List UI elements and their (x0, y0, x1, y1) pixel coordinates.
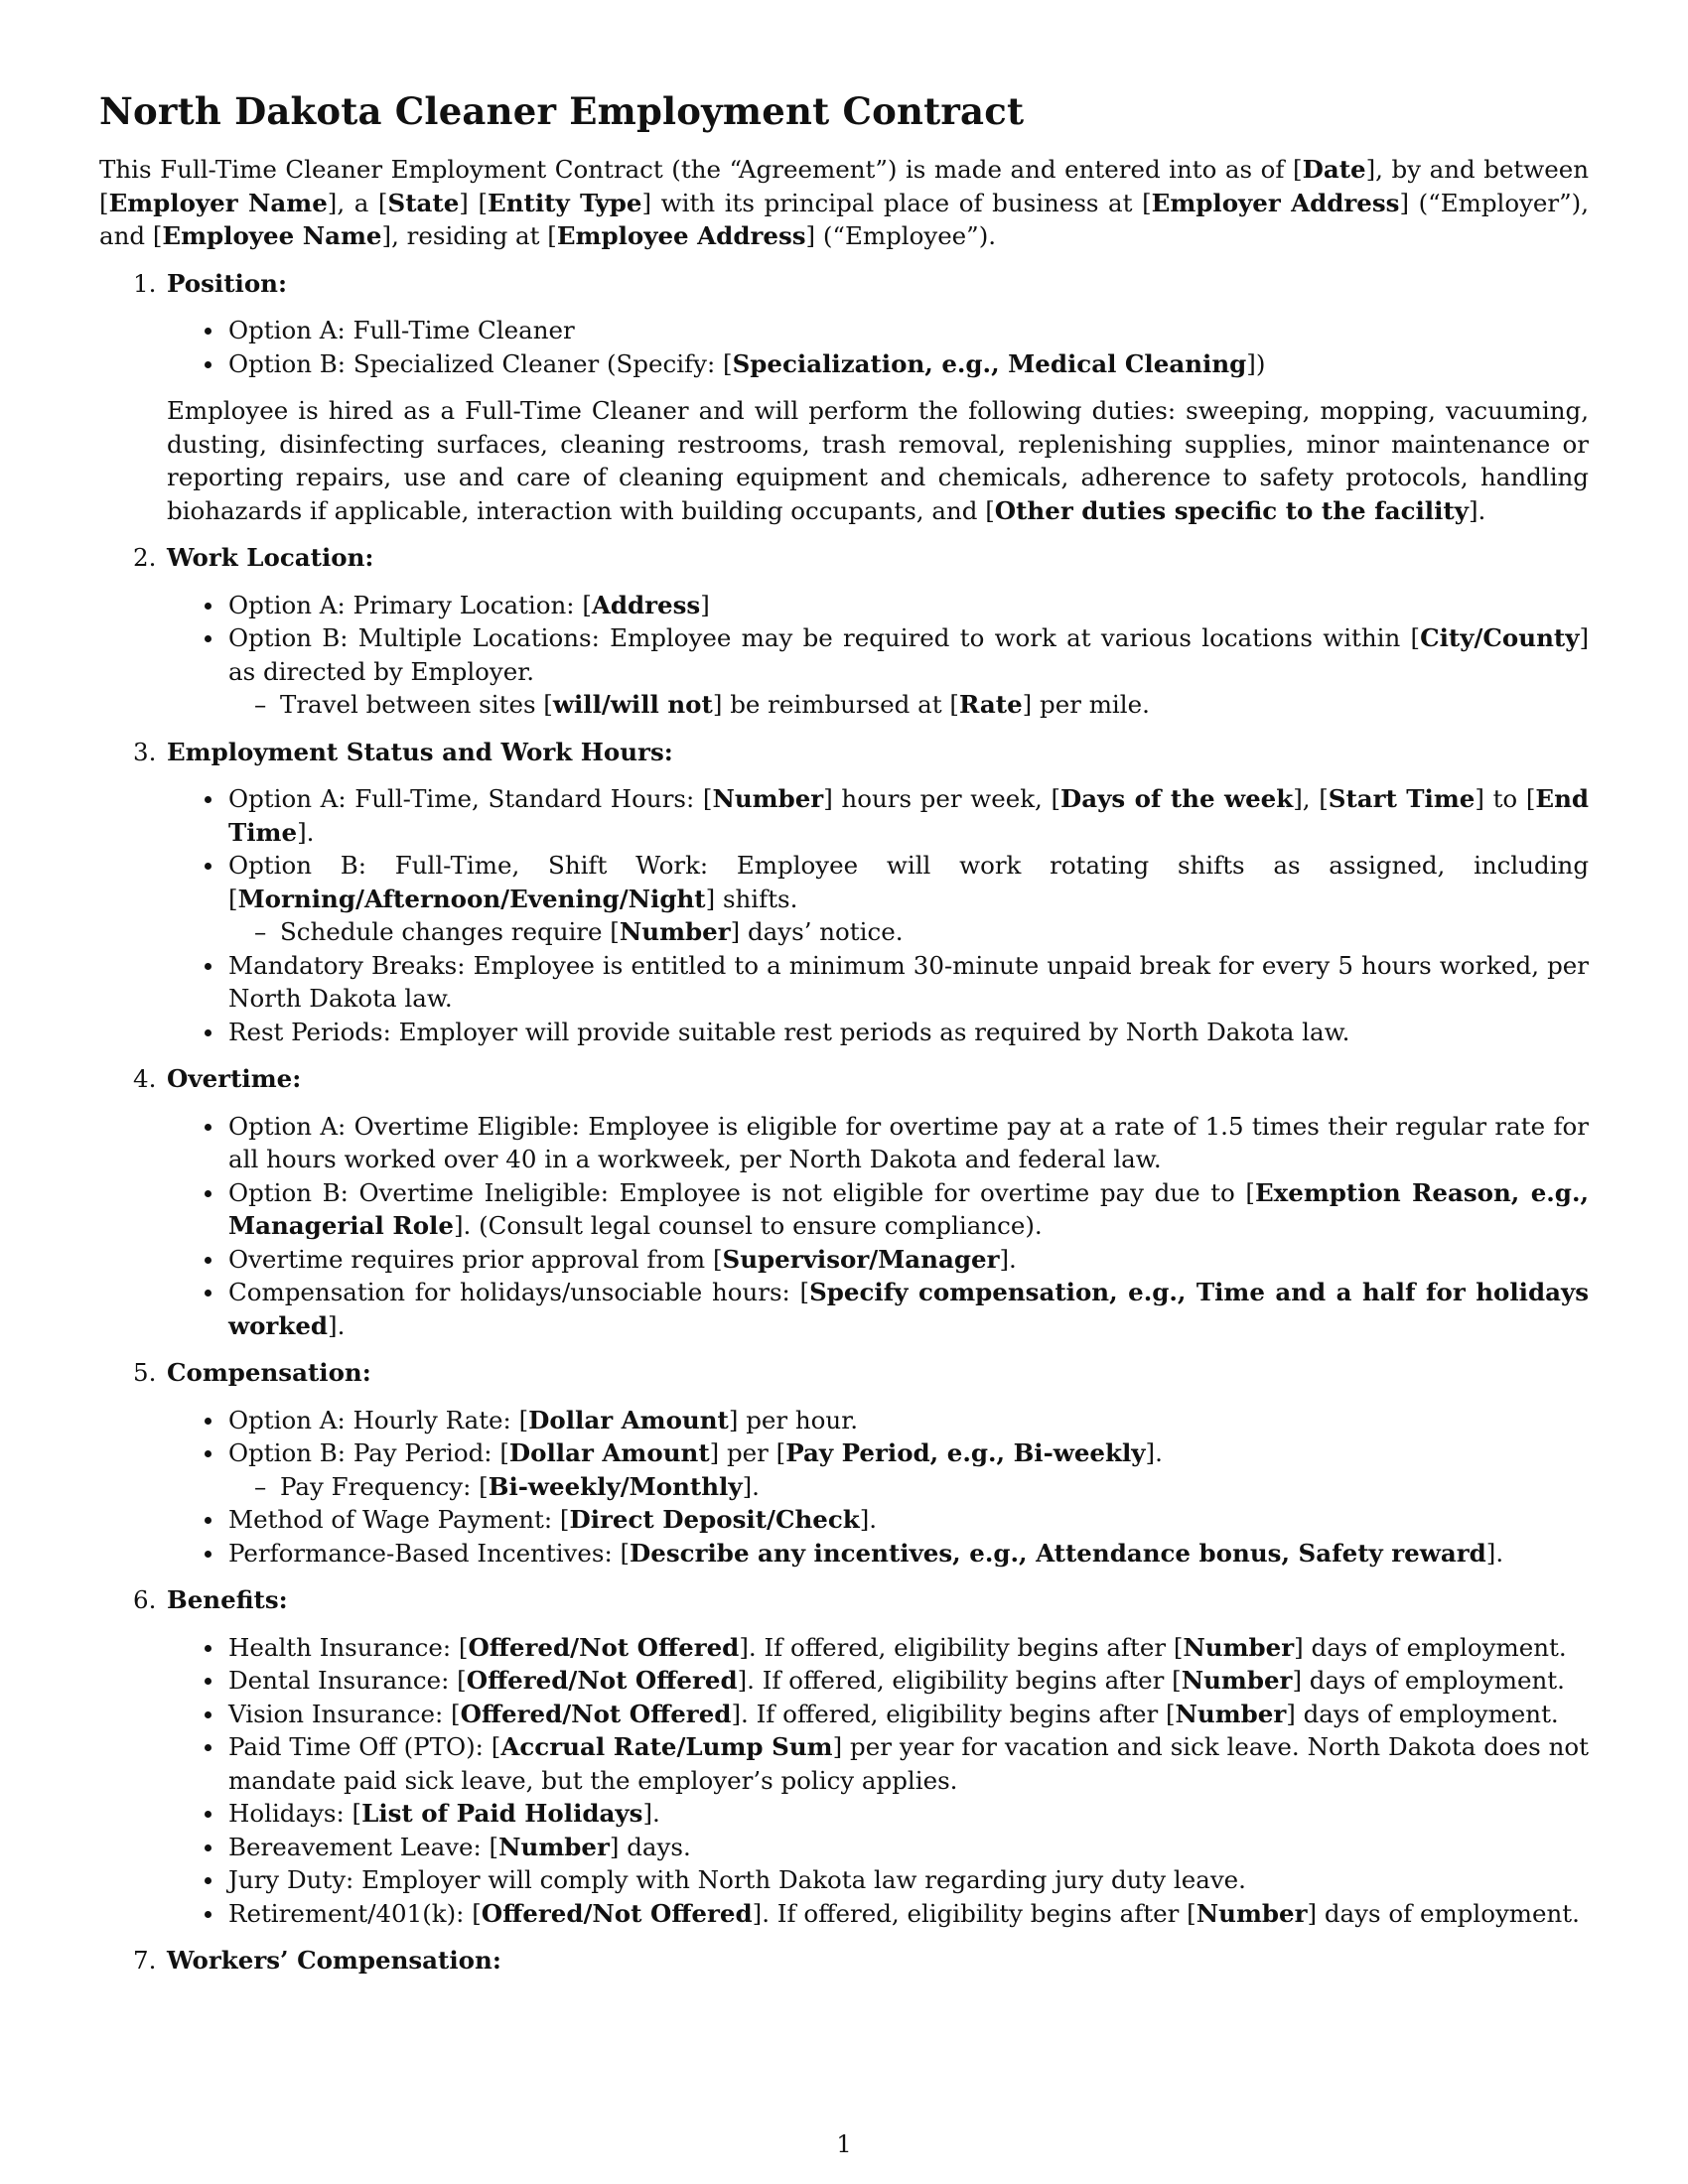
placeholder-employer-address: Employer Address (1151, 188, 1400, 217)
list-item: Option A: Full-Time Cleaner (167, 314, 1589, 347)
placeholder-employee-address: Employee Address (556, 221, 806, 250)
list-item: Compensation for holidays/unsociable hours: [Specify compensation, e.g., Time and a half for holidays worked]. (167, 1276, 1589, 1342)
section-number: 3. (133, 737, 157, 766)
list-item: Option B: Pay Period: [Dollar Amount] per [Pay Period, e.g., Bi-weekly]. – Pay Frequency: [Bi-weekly/Monthly]. (167, 1436, 1589, 1503)
option-list (167, 1404, 1589, 1570)
placeholder-state: State (387, 188, 460, 217)
sub-list-item: – Schedule changes require [Number] days’ notice. (228, 915, 1589, 949)
section-employment-status (99, 736, 1589, 1049)
list-item: Performance-Based Incentives: [Describe any incentives, e.g., Attendance bonus, Safety reward]. (167, 1537, 1589, 1570)
section-workers-compensation (99, 1944, 1589, 1978)
intro-paragraph: This Full-Time Cleaner Employment Contract (the “Agreement”) is made and entered into as of [Date], by and between [Employer Name], a [State] [Entity Type] with its principal place of business at [Employer Address] (“Employer”), and [Employee Name], residing at [Employee Address] (“Employee”). (99, 155, 1590, 250)
list-item: Option A: Full-Time, Standard Hours: [Number] hours per week, [Days of the week], [Start Time] to [End Time]. (167, 782, 1589, 849)
list-item: Option B: Multiple Locations: Employee may be required to work at various locations within [City/County] as directed by Employer. – Travel between sites [will/will not] be reimbursed at [Rate] per mile. (167, 621, 1589, 722)
section-heading: Employment Status and Work Hours: (167, 737, 673, 766)
list-item: Paid Time Off (PTO): [Accrual Rate/Lump Sum] per year for vacation and sick leave. North Dakota does not mandate paid sick leave, but the employer’s policy applies. (167, 1730, 1589, 1797)
sub-list (228, 915, 1589, 949)
option-list (167, 1110, 1589, 1343)
section-number: 5. (133, 1358, 157, 1387)
section-number: 7. (133, 1946, 157, 1975)
document-title: North Dakota Cleaner Employment Contract (99, 89, 1025, 133)
placeholder-employer-name: Employer Name (108, 188, 328, 217)
section-heading: Overtime: (167, 1064, 302, 1093)
section-number: 1. (133, 268, 157, 298)
list-item: Jury Duty: Employer will comply with North Dakota law regarding jury duty leave. (167, 1863, 1589, 1897)
section-heading: Work Location: (167, 543, 374, 572)
sub-list (228, 688, 1589, 722)
placeholder-date: Date (1302, 155, 1366, 184)
section-number: 4. (133, 1064, 157, 1093)
section-work-location (99, 541, 1589, 722)
option-list (167, 782, 1589, 1048)
page-number: 1 (836, 2130, 852, 2158)
section-number: 2. (133, 543, 157, 572)
list-item: Option A: Hourly Rate: [Dollar Amount] per hour. (167, 1404, 1589, 1437)
list-item: Option B: Overtime Ineligible: Employee is not eligible for overtime pay due to [Exemption Reason, e.g., Managerial Role]. (Consult legal counsel to ensure compliance). (167, 1176, 1589, 1243)
section-heading: Workers’ Compensation: (167, 1946, 501, 1975)
list-item: Option B: Specialized Cleaner (Specify: [Specialization, e.g., Medical Cleaning]) (167, 347, 1589, 381)
option-list (167, 1631, 1589, 1931)
sub-list-item: – Travel between sites [will/will not] be reimbursed at [Rate] per mile. (228, 688, 1589, 722)
list-item: Option A: Overtime Eligible: Employee is eligible for overtime pay at a rate of 1.5 times their regular rate for all hours worked over 40 in a workweek, per North Dakota and federal law. (167, 1110, 1589, 1176)
document-body (99, 87, 1589, 1991)
section-heading: Compensation: (167, 1358, 371, 1387)
section-benefits (99, 1583, 1589, 1930)
placeholder-employee-name: Employee Name (162, 221, 382, 250)
option-list (167, 589, 1589, 722)
duties-paragraph: Employee is hired as a Full-Time Cleaner and will perform the following duties: sweeping, mopping, vacuuming, dusting, disinfecting surfaces, cleaning restrooms, trash removal, replenishing supplies, minor maintenance or reporting repairs, use and care of cleaning equipment and chemicals, adherence to safety protocols, handling biohazards if applicable, interaction with building occupants, and [Other duties specific to the facility]. (167, 396, 1589, 525)
list-item: Vision Insurance: [Offered/Not Offered]. If offered, eligibility begins after [Number] days of employment. (167, 1698, 1589, 1731)
list-item: Option B: Full-Time, Shift Work: Employee will work rotating shifts as assigned, including [Morning/Afternoon/Evening/Night] shifts. – Schedule changes require [Number] days’ notice. (167, 849, 1589, 949)
list-item: Retirement/401(k): [Offered/Not Offered]. If offered, eligibility begins after [Number] days of employment. (167, 1897, 1589, 1931)
section-number: 6. (133, 1585, 157, 1614)
list-item: Rest Periods: Employer will provide suitable rest periods as required by North Dakota law. (167, 1016, 1589, 1049)
section-position (99, 267, 1589, 528)
section-list (99, 267, 1589, 1978)
section-heading: Position: (167, 268, 288, 298)
section-overtime (99, 1062, 1589, 1342)
list-item: Health Insurance: [Offered/Not Offered]. If offered, eligibility begins after [Number] days of employment. (167, 1631, 1589, 1665)
list-item: Method of Wage Payment: [Direct Deposit/Check]. (167, 1503, 1589, 1537)
sub-list-item: – Pay Frequency: [Bi-weekly/Monthly]. (228, 1470, 1589, 1504)
section-heading: Benefits: (167, 1585, 288, 1614)
list-item: Dental Insurance: [Offered/Not Offered]. If offered, eligibility begins after [Number] days of employment. (167, 1664, 1589, 1698)
placeholder-entity-type: Entity Type (488, 188, 642, 217)
section-compensation (99, 1356, 1589, 1570)
list-item: Option A: Primary Location: [Address] (167, 589, 1589, 622)
list-item: Holidays: [List of Paid Holidays]. (167, 1797, 1589, 1831)
list-item: Mandatory Breaks: Employee is entitled to a minimum 30-minute unpaid break for every 5 hours worked, per North Dakota law. (167, 949, 1589, 1016)
list-item: Overtime requires prior approval from [Supervisor/Manager]. (167, 1243, 1589, 1277)
sub-list (228, 1470, 1589, 1504)
option-list (167, 314, 1589, 380)
list-item: Bereavement Leave: [Number] days. (167, 1831, 1589, 1864)
